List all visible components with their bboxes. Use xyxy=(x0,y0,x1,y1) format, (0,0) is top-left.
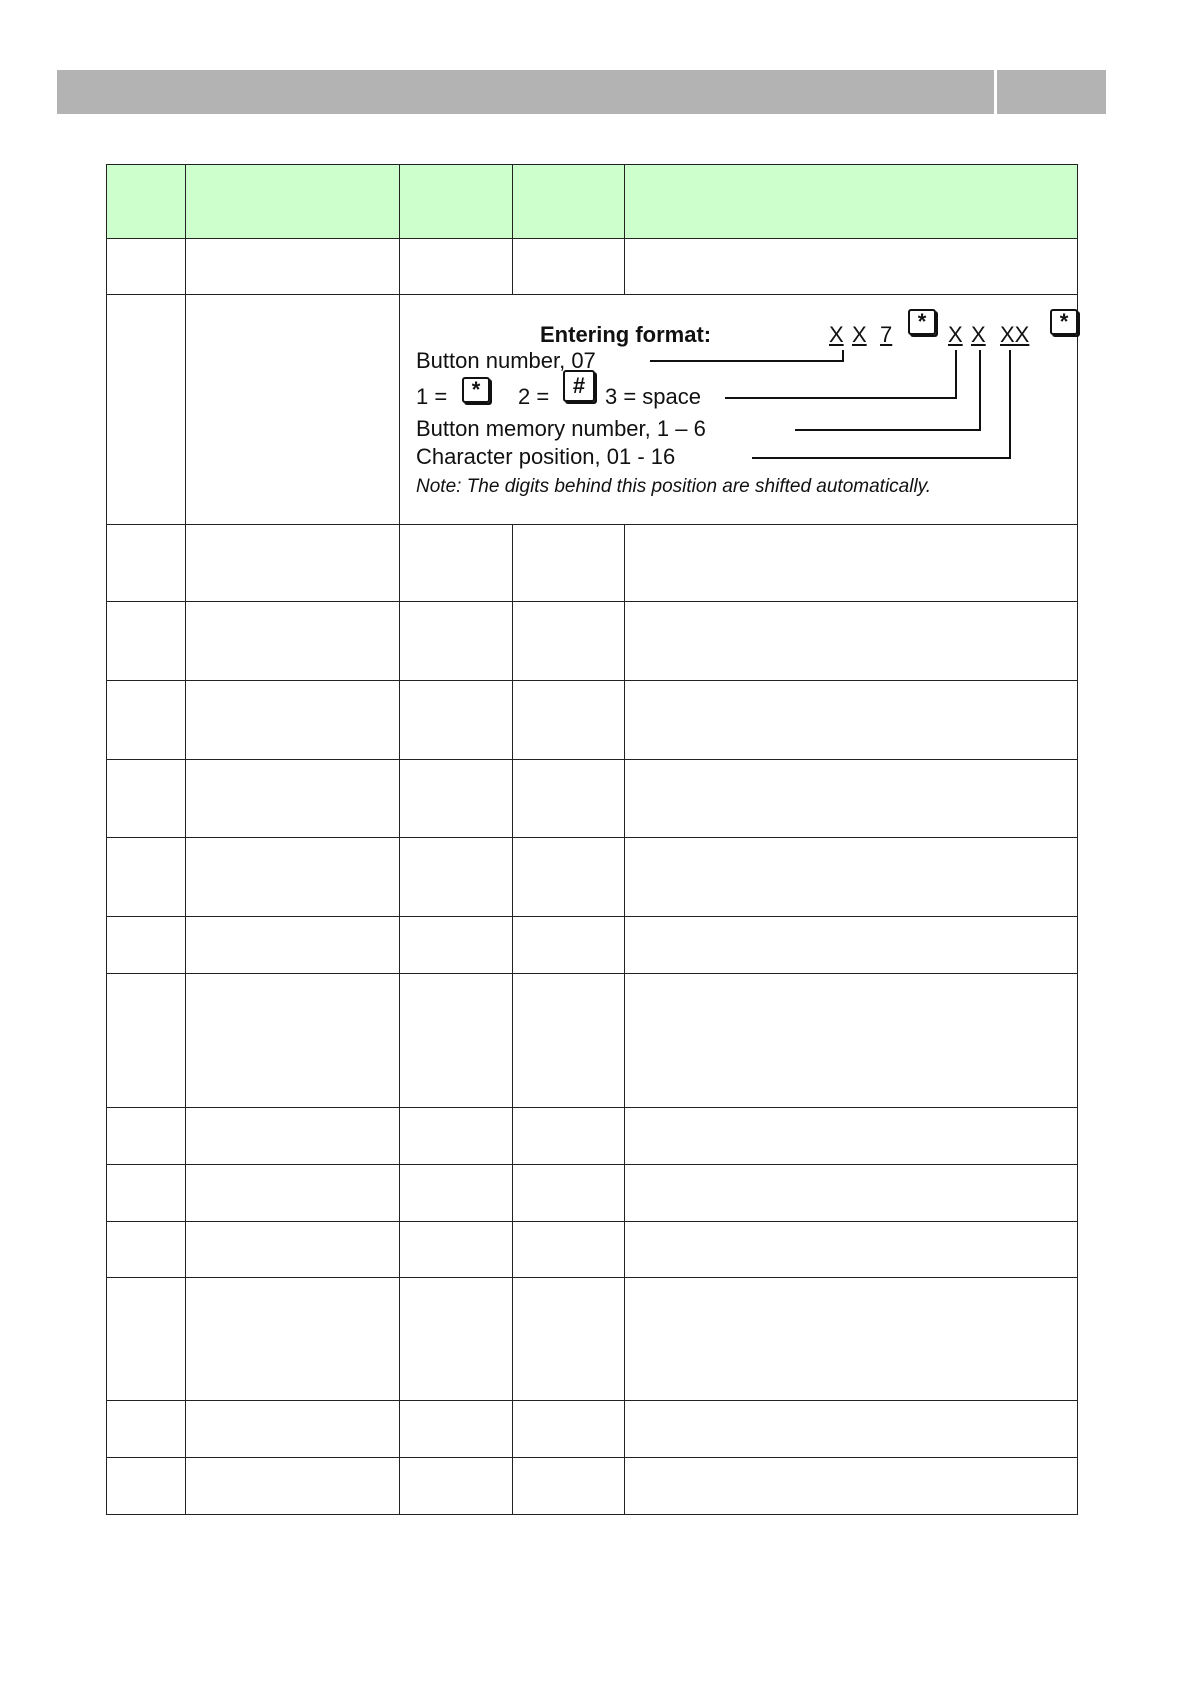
table-row-entering-format xyxy=(107,295,1078,525)
keys-label-prefix: 1 = xyxy=(416,384,448,409)
entering-format-diagram xyxy=(400,295,1100,523)
header-cell xyxy=(400,165,513,239)
star-key-icon: * xyxy=(908,309,936,335)
connector-position xyxy=(752,350,1010,458)
format-token: X xyxy=(829,322,844,347)
table-row xyxy=(107,838,1078,917)
header-cell xyxy=(107,165,186,239)
format-token: XX xyxy=(1000,322,1030,347)
table-row xyxy=(107,239,1078,295)
format-token: 7 xyxy=(880,322,893,347)
format-token: X xyxy=(948,322,963,347)
table-row xyxy=(107,602,1078,681)
table-row xyxy=(107,917,1078,974)
keys-label-suffix: 3 = space xyxy=(605,384,702,409)
table-row xyxy=(107,1165,1078,1222)
table-row xyxy=(107,681,1078,760)
format-token: X xyxy=(971,322,986,347)
hash-key-icon: # xyxy=(563,370,595,402)
page-number-bar xyxy=(997,70,1106,114)
header-cell xyxy=(513,165,625,239)
table-row xyxy=(107,1108,1078,1165)
shift-note: Note: The digits behind this position are shifted automatically. xyxy=(416,476,932,497)
table-row xyxy=(107,525,1078,602)
connector-button-number xyxy=(650,350,843,361)
keys-label-mid: 2 = xyxy=(518,384,550,409)
table-row xyxy=(107,1222,1078,1278)
connector-key-type xyxy=(725,350,956,398)
table-row xyxy=(107,1278,1078,1401)
programming-table xyxy=(106,164,1078,1515)
table-row xyxy=(107,760,1078,838)
connector-lines xyxy=(400,295,1100,523)
page-header-bar xyxy=(57,70,994,114)
character-position-label: Character position, 01 - 16 xyxy=(416,444,676,469)
header-cell xyxy=(186,165,400,239)
table-row xyxy=(107,1401,1078,1458)
table-row xyxy=(107,974,1078,1108)
button-number-label: Button number, 07 xyxy=(416,348,596,373)
star-key-icon: * xyxy=(462,377,490,403)
table-header-row xyxy=(107,165,1078,239)
memory-number-label: Button memory number, 1 – 6 xyxy=(416,416,706,441)
entering-format-title: Entering format: xyxy=(540,322,712,347)
table-row xyxy=(107,1458,1078,1515)
entering-format-cell xyxy=(400,295,1078,525)
star-key-icon: * xyxy=(1050,309,1078,335)
header-cell xyxy=(625,165,1078,239)
format-token: X xyxy=(852,322,867,347)
